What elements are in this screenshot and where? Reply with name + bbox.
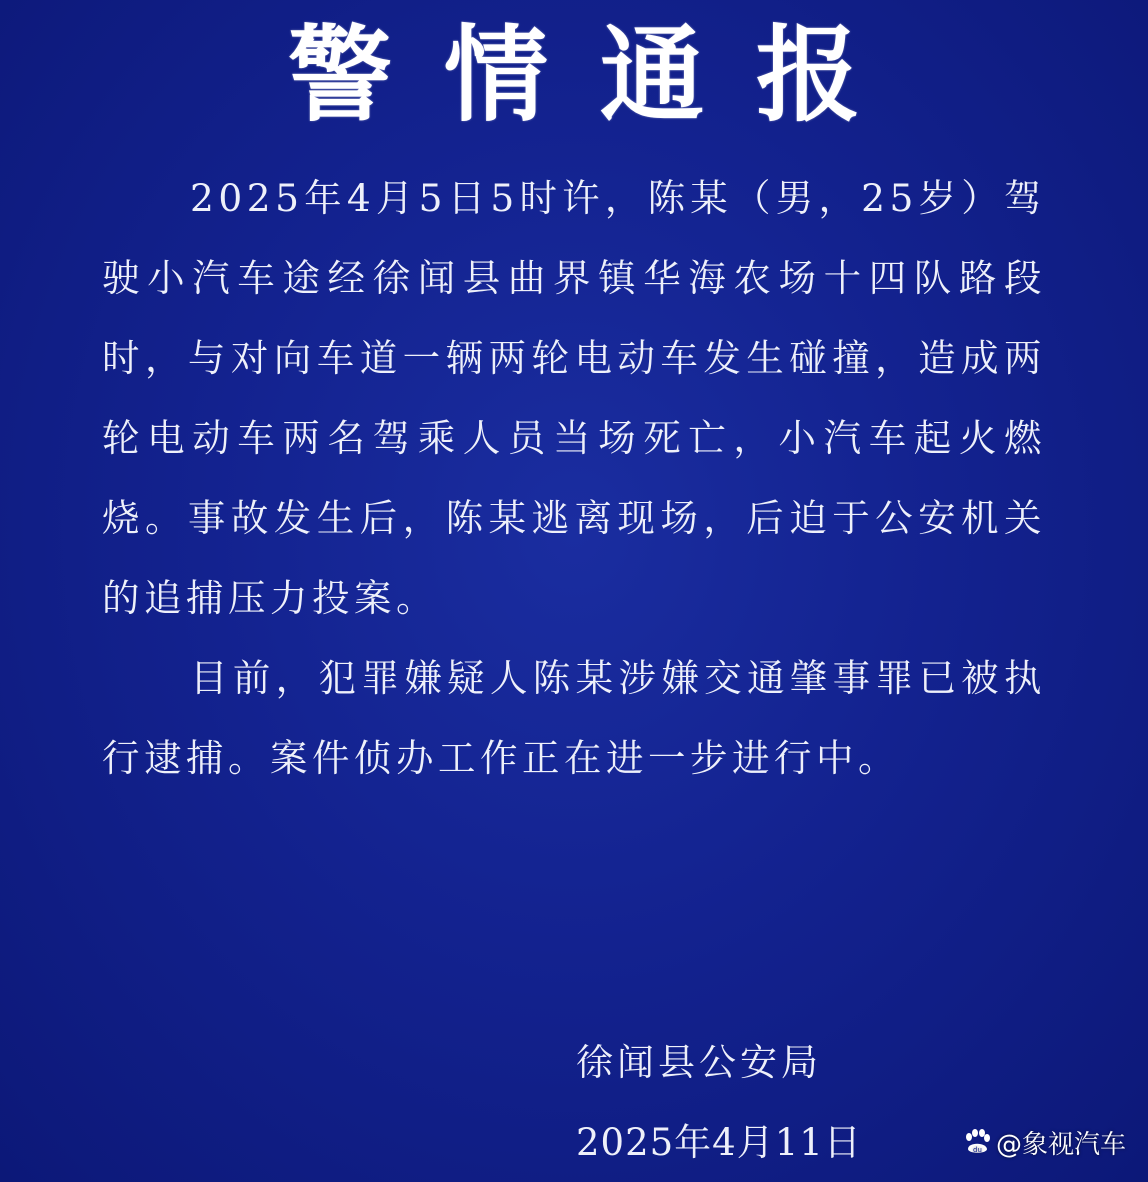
issuer-signature: 徐闻县公安局	[576, 1041, 822, 1084]
toutiao-paw-logo-icon	[962, 1127, 992, 1157]
svg-text:du: du	[973, 1146, 982, 1154]
notice-title: 警情通报	[287, 14, 912, 136]
notice-paragraph-1: 2025年4月5日5时许，陈某（男，25岁）驾驶小汽车途经徐闻县曲界镇华海农场十四队路段时，与对向车道一辆两轮电动车发生碰撞，造成两轮电动车两名驾乘人员当场死亡，小汽车起火燃烧。事故发生后，陈某逃离现场，后迫于公安机关的追捕压力投案。	[102, 176, 1046, 620]
platform-watermark	[962, 1122, 1126, 1162]
issue-date: 2025年4月11日	[576, 1121, 862, 1164]
notice-body	[102, 158, 1046, 798]
watermark-text: @象视汽车	[995, 1129, 1126, 1160]
notice-paragraph-2: 目前，犯罪嫌疑人陈某涉嫌交通肇事罪已被执行逮捕。案件侦办工作正在进一步进行中。	[102, 656, 1046, 780]
